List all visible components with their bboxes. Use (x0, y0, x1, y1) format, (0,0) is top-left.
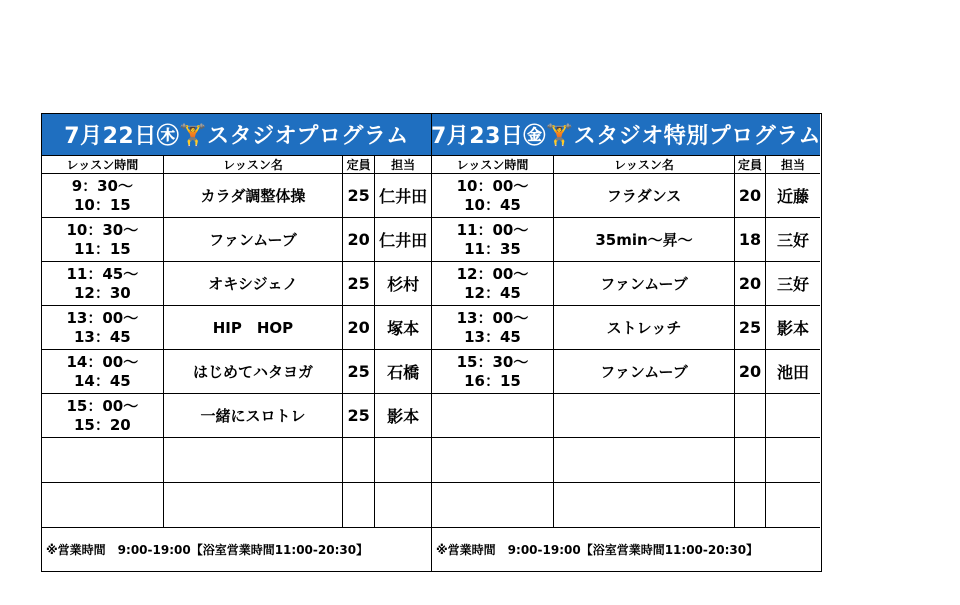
lesson-staff: 影本 (387, 407, 420, 426)
lesson-staff (766, 438, 820, 482)
lesson-staff: 杉村 (387, 275, 420, 294)
lesson-end: 12：30 (73, 283, 131, 302)
panel-july-22 (42, 114, 432, 571)
lesson-name (164, 438, 344, 482)
panel-title: 7月23日㊎🏋スタジオ特別プログラム (432, 114, 820, 156)
lesson-capacity (735, 394, 766, 437)
lesson-time (42, 483, 164, 527)
lesson-staff: 仁井田 (379, 231, 428, 250)
lesson-staff (766, 394, 820, 437)
lesson-staff: 仁井田 (379, 187, 428, 206)
lesson-rows (42, 174, 431, 528)
lesson-row (42, 174, 431, 218)
lesson-row (42, 218, 431, 262)
lesson-time (432, 350, 554, 393)
lesson-staff (375, 483, 431, 527)
panel-july-23 (432, 114, 820, 571)
lesson-time (432, 174, 554, 217)
lesson-start: 13：00～ (456, 308, 529, 327)
lesson-capacity (735, 438, 766, 482)
header-time: レッスン時間 (42, 156, 164, 173)
lesson-capacity: 25 (343, 174, 375, 217)
lesson-capacity (343, 438, 375, 482)
empty-row (432, 438, 820, 483)
header-row (432, 156, 820, 174)
lesson-name: カラダ調整体操 (164, 174, 344, 217)
lesson-start: 15：00～ (66, 396, 139, 415)
lesson-row (432, 306, 820, 350)
lesson-name: 一緒にスロトレ (164, 394, 344, 437)
lesson-row (432, 218, 820, 262)
lesson-row (432, 174, 820, 218)
lesson-start: 15：30～ (456, 352, 529, 371)
lesson-capacity: 25 (343, 350, 375, 393)
lesson-end: 12：45 (464, 283, 521, 302)
lesson-end: 16：15 (464, 371, 521, 390)
footer-hours: ※営業時間 9:00-19:00【浴室営業時間11:00-20:30】 (436, 542, 759, 557)
lesson-end: 13：45 (464, 327, 521, 346)
lesson-time (432, 218, 554, 261)
lesson-capacity (343, 483, 375, 527)
lesson-time (42, 394, 164, 437)
lesson-name: ファンムーブ (554, 350, 735, 393)
empty-row (42, 438, 431, 483)
lesson-time (432, 262, 554, 305)
lesson-rows (432, 174, 820, 528)
header-capacity: 定員 (343, 156, 375, 173)
lesson-capacity: 20 (735, 174, 766, 217)
lesson-row (42, 262, 431, 306)
lesson-capacity: 20 (735, 262, 766, 305)
lesson-name: フラダンス (554, 174, 735, 217)
lesson-end: 10：15 (73, 195, 131, 214)
header-name: レッスン名 (554, 156, 735, 173)
lesson-start: 10：30～ (66, 220, 139, 239)
lesson-time (432, 306, 554, 349)
lesson-capacity: 20 (735, 350, 766, 393)
lesson-staff: 塚本 (387, 319, 420, 338)
lesson-end: 11：15 (73, 239, 131, 258)
lesson-start: 11：45～ (66, 264, 139, 283)
header-staff: 担当 (391, 158, 416, 172)
lesson-time (42, 174, 164, 217)
lesson-capacity: 25 (735, 306, 766, 349)
lesson-row (432, 350, 820, 394)
header-capacity: 定員 (735, 156, 766, 173)
lesson-start: 12：00～ (456, 264, 529, 283)
lesson-row (42, 306, 431, 350)
lesson-end: 10：45 (464, 195, 521, 214)
header-name: レッスン名 (164, 156, 344, 173)
lesson-capacity: 25 (343, 394, 375, 437)
lesson-time (432, 483, 554, 527)
lesson-name (164, 483, 344, 527)
lesson-time (432, 394, 554, 437)
lesson-name: ファンムーブ (554, 262, 735, 305)
lesson-end: 15：20 (73, 415, 131, 434)
lesson-name: ファンムーブ (164, 218, 344, 261)
lesson-time (42, 438, 164, 482)
lesson-row (432, 262, 820, 306)
schedule-sheet (41, 113, 822, 572)
lesson-staff (375, 438, 431, 482)
lesson-end: 13：45 (73, 327, 131, 346)
lesson-staff: 池田 (776, 363, 809, 382)
lesson-name: オキシジェノ (164, 262, 344, 305)
lesson-end: 11：35 (464, 239, 521, 258)
header-row (42, 156, 431, 174)
lesson-staff: 三好 (776, 275, 809, 294)
lesson-name (554, 394, 735, 437)
lesson-capacity (735, 483, 766, 527)
lesson-end: 14：45 (73, 371, 131, 390)
lesson-staff (766, 483, 820, 527)
footer-hours: ※営業時間 9:00-19:00【浴室営業時間11:00-20:30】 (46, 542, 369, 557)
lesson-name: はじめてハタヨガ (164, 350, 344, 393)
lesson-time (42, 306, 164, 349)
empty-row (432, 394, 820, 438)
lesson-start: 9：30～ (71, 176, 133, 195)
header-staff: 担当 (780, 158, 805, 172)
lesson-staff: 石橋 (387, 363, 420, 382)
lesson-capacity: 20 (343, 218, 375, 261)
lesson-start: 11：00～ (456, 220, 529, 239)
lesson-time (42, 218, 164, 261)
lesson-staff: 三好 (776, 231, 809, 250)
lesson-staff: 近藤 (776, 187, 809, 206)
lesson-capacity: 20 (343, 306, 375, 349)
lesson-time (432, 438, 554, 482)
lesson-name: ストレッチ (554, 306, 735, 349)
lesson-name (554, 438, 735, 482)
lesson-name: HIP HOP (164, 306, 344, 349)
lesson-capacity: 25 (343, 262, 375, 305)
lesson-capacity: 18 (735, 218, 766, 261)
lesson-start: 14：00～ (66, 352, 139, 371)
panel-title: 7月22日㊍🏋スタジオプログラム (42, 114, 431, 156)
lesson-start: 10：00～ (456, 176, 529, 195)
lesson-row (42, 350, 431, 394)
empty-row (42, 483, 431, 528)
header-time: レッスン時間 (432, 156, 554, 173)
empty-row (432, 483, 820, 528)
lesson-name (554, 483, 735, 527)
lesson-start: 13：00～ (66, 308, 139, 327)
lesson-time (42, 350, 164, 393)
lesson-staff: 影本 (776, 319, 809, 338)
lesson-time (42, 262, 164, 305)
lesson-row (42, 394, 431, 438)
lesson-name: 35min～昇～ (554, 218, 735, 261)
